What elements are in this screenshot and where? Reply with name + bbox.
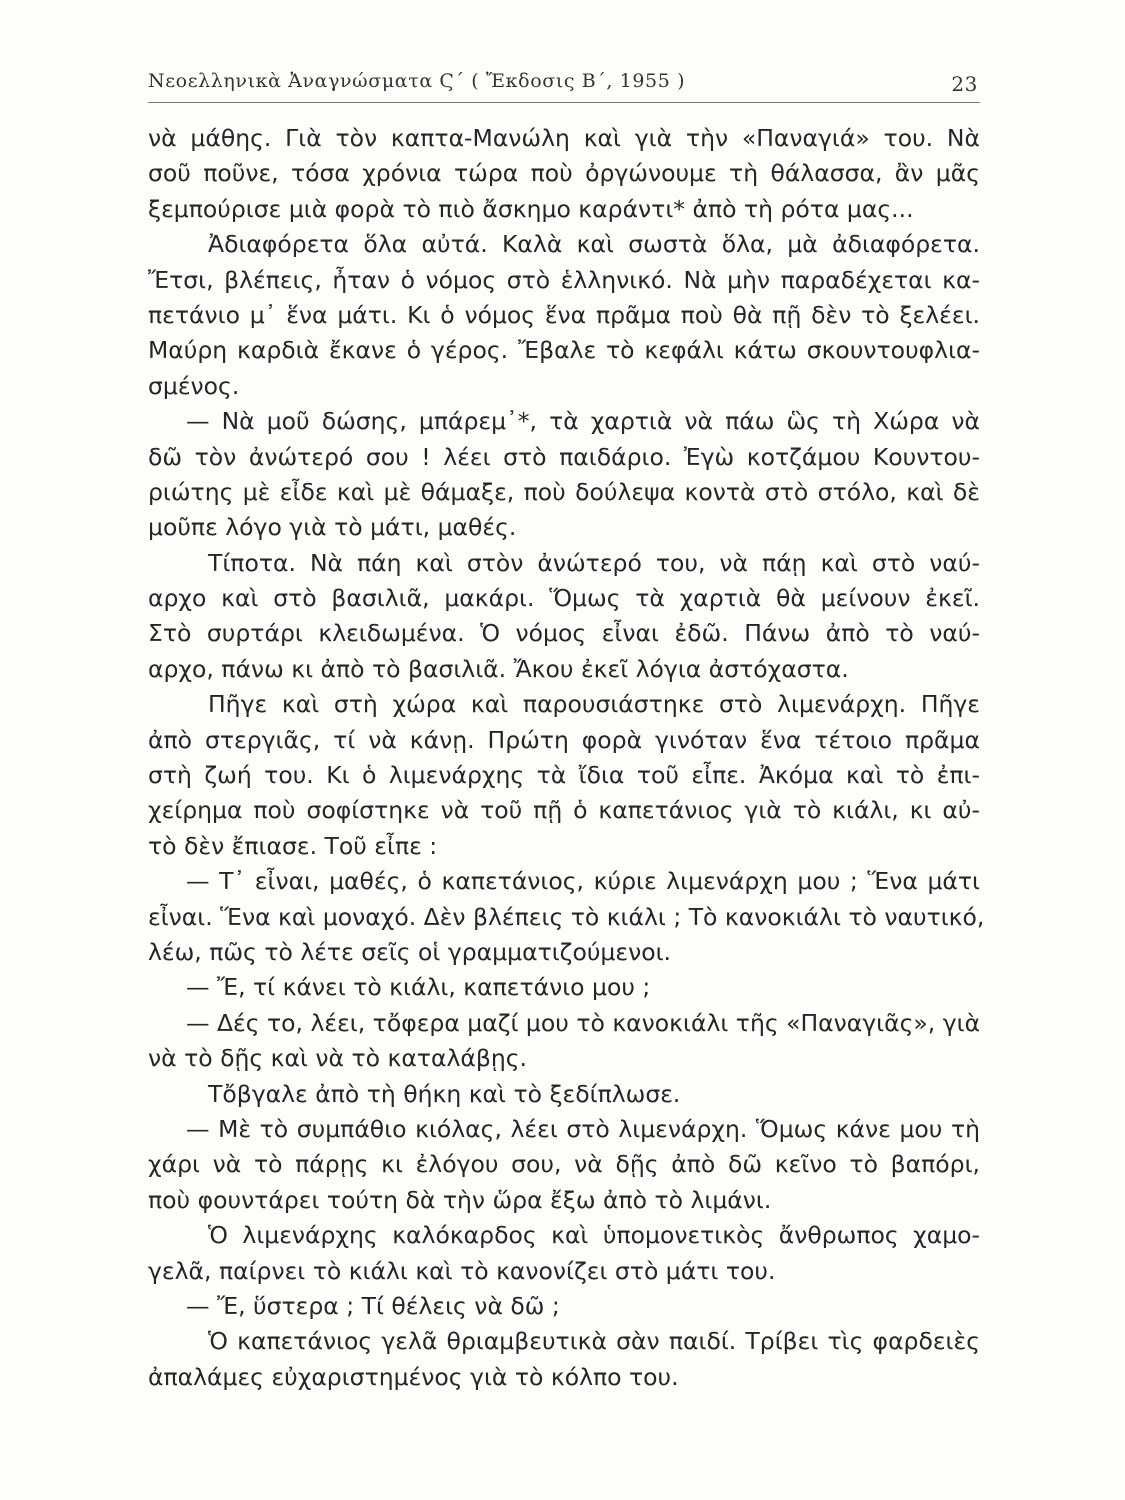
text-line: Τίποτα. Νὰ πάη καὶ στὸν ἀνώτερό του, νὰ πάῃ καὶ στὸ ναύ- <box>208 548 980 577</box>
text-line: χείρημα ποὺ σοφίστηκε νὰ τοῦ πῇ ὁ καπετάνιος γιὰ τὸ κιάλι, κι αὐ- <box>148 796 980 825</box>
running-head <box>148 68 980 98</box>
text-line: Ἔτσι, βλέπεις, ἦταν ὁ νόμος στὸ ἑλληνικό. Νὰ μὴν παραδέχεται κα- <box>148 265 980 294</box>
text-line: ποὺ φουντάρει τούτη δὰ τὴν ὥρα ἔξω ἀπὸ τὸ λιμάνι. <box>148 1185 772 1214</box>
text-line: νὰ τὸ δῇς καὶ νὰ τὸ καταλάβῃς. <box>148 1044 527 1073</box>
text-line: — Ἔ, ὕστερα ; Τί θέλεις νὰ δῶ ; <box>186 1291 560 1320</box>
text-line: σοῦ ποῦνε, τόσα χρόνια τώρα ποὺ ὀργώνουμε τὴ θάλασσα, ἂν μᾶς <box>148 159 980 188</box>
text-line: μοῦπε λόγο γιὰ τὸ μάτι, μαθές. <box>148 513 517 542</box>
text-line: νὰ μάθης. Γιὰ τὸν καπτα-Μανώλη καὶ γιὰ τὴν «Παναγιά» του. Νὰ <box>148 124 980 152</box>
text-line: ξεμπούρισε μιὰ φορὰ τὸ πιὸ ἄσκημο καράντι* ἀπὸ τὴ ρότα μας... <box>148 194 914 223</box>
text-line: τὸ δὲν ἔπιασε. Τοῦ εἶπε : <box>148 831 438 860</box>
text-line: στὴ ζωή του. Κι ὁ λιμενάρχης τὰ ἴδια τοῦ εἶπε. Ἀκόμα καὶ τὸ ἐπι- <box>148 761 980 790</box>
text-line: δῶ τὸν ἀνώτερό σου ! λέει στὸ παιδάριο. Ἐγὼ κοτζάμου Κουντου- <box>148 442 980 471</box>
text-line: λέω, πῶς τὸ λέτε σεῖς οἱ γραμματιζούμενοι. <box>148 937 672 966</box>
text-line: Στὸ συρτάρι κλειδωμένα. Ὁ νόμος εἶναι ἐδῶ. Πάνω ἀπὸ τὸ ναύ- <box>148 619 980 648</box>
text-line: — Νὰ μοῦ δώσης, μπάρεμ᾿*, τὰ χαρτιὰ νὰ πάω ὣς τὴ Χώρα νὰ <box>186 407 980 436</box>
text-line: ριώτης μὲ εἶδε καὶ μὲ θάμαξε, ποὺ δούλεψα κοντὰ στὸ στόλο, καὶ δὲ <box>148 477 980 506</box>
text-line: Τὄβγαλε ἀπὸ τὴ θήκη καὶ τὸ ξεδίπλωσε. <box>208 1079 681 1108</box>
header-rule <box>148 102 980 103</box>
text-line: χάρι νὰ τὸ πάρῃς κι ἐλόγου σου, νὰ δῇς ἀπὸ δῶ κεῖνο τὸ βαπόρι, <box>148 1150 980 1179</box>
text-line: — Δές το, λέει, τὄφερα μαζί μου τὸ κανοκιάλι τῆς «Παναγιᾶς», γιὰ <box>186 1008 981 1037</box>
text-line: πετάνιο μ᾿ ἕνα μάτι. Κι ὁ νόμος ἕνα πρᾶμα ποὺ θὰ πῇ δὲν τὸ ξελέει. <box>148 300 980 329</box>
text-line: Μαύρη καρδιὰ ἔκανε ὁ γέρος. Ἔβαλε τὸ κεφάλι κάτω σκουντουφλια- <box>148 336 980 365</box>
text-line: Ὁ καπετάνιος γελᾶ θριαμβευτικὰ σὰν παιδί. Τρίβει τὶς φαρδειὲς <box>208 1327 980 1356</box>
running-head-title: Νεοελληνικὰ Ἀναγνώσματα Ϛ΄ ( Ἔκδοσις Β΄, 1955 ) <box>148 70 686 92</box>
text-line: εἶναι. Ἕνα καὶ μοναχό. Δὲν βλέπεις τὸ κιάλι ; Τὸ κανοκιάλι τὸ ναυτικό, <box>148 902 985 931</box>
text-line: Πῆγε καὶ στὴ χώρα καὶ παρουσιάστηκε στὸ λιμενάρχη. Πῆγε <box>208 690 980 719</box>
text-line: Ἀδιαφόρετα ὅλα αὐτά. Καλὰ καὶ σωστὰ ὅλα, μὰ ἀδιαφόρετα. <box>208 230 980 259</box>
text-line: αρχο, πάνω κι ἀπὸ τὸ βασιλιᾶ. Ἄκου ἐκεῖ λόγια ἀστόχαστα. <box>148 654 849 683</box>
text-line: σμένος. <box>148 371 240 400</box>
body-text <box>148 121 985 1395</box>
text-line: ἀπαλάμες εὐχαριστημένος γιὰ τὸ κόλπο του. <box>148 1362 679 1391</box>
text-line: Ὁ λιμενάρχης καλόκαρδος καὶ ὑπομονετικὸς ἄνθρωπος χαμο- <box>208 1221 980 1250</box>
text-line: αρχο καὶ στὸ βασιλιᾶ, μακάρι. Ὅμως τὰ χαρτιὰ θὰ μείνουν ἐκεῖ. <box>148 584 980 613</box>
text-line: — Ἔ, τί κάνει τὸ κιάλι, καπετάνιο μου ; <box>186 973 651 1002</box>
text-line: ἀπὸ στεργιᾶς, τί νὰ κάνῃ. Πρώτη φορὰ γινόταν ἕνα τέτοιο πρᾶμα <box>148 725 980 754</box>
text-line: γελᾶ, παίρνει τὸ κιάλι καὶ τὸ κανονίζει στὸ μάτι του. <box>148 1256 776 1285</box>
page-number: 23 <box>951 72 978 96</box>
text-line: — Τ᾿ εἶναι, μαθές, ὁ καπετάνιος, κύριε λιμενάρχη μου ; Ἕνα μάτι <box>186 867 980 896</box>
text-line: — Μὲ τὸ συμπάθιο κιόλας, λέει στὸ λιμενάρχη. Ὅμως κάνε μου τὴ <box>186 1114 980 1143</box>
